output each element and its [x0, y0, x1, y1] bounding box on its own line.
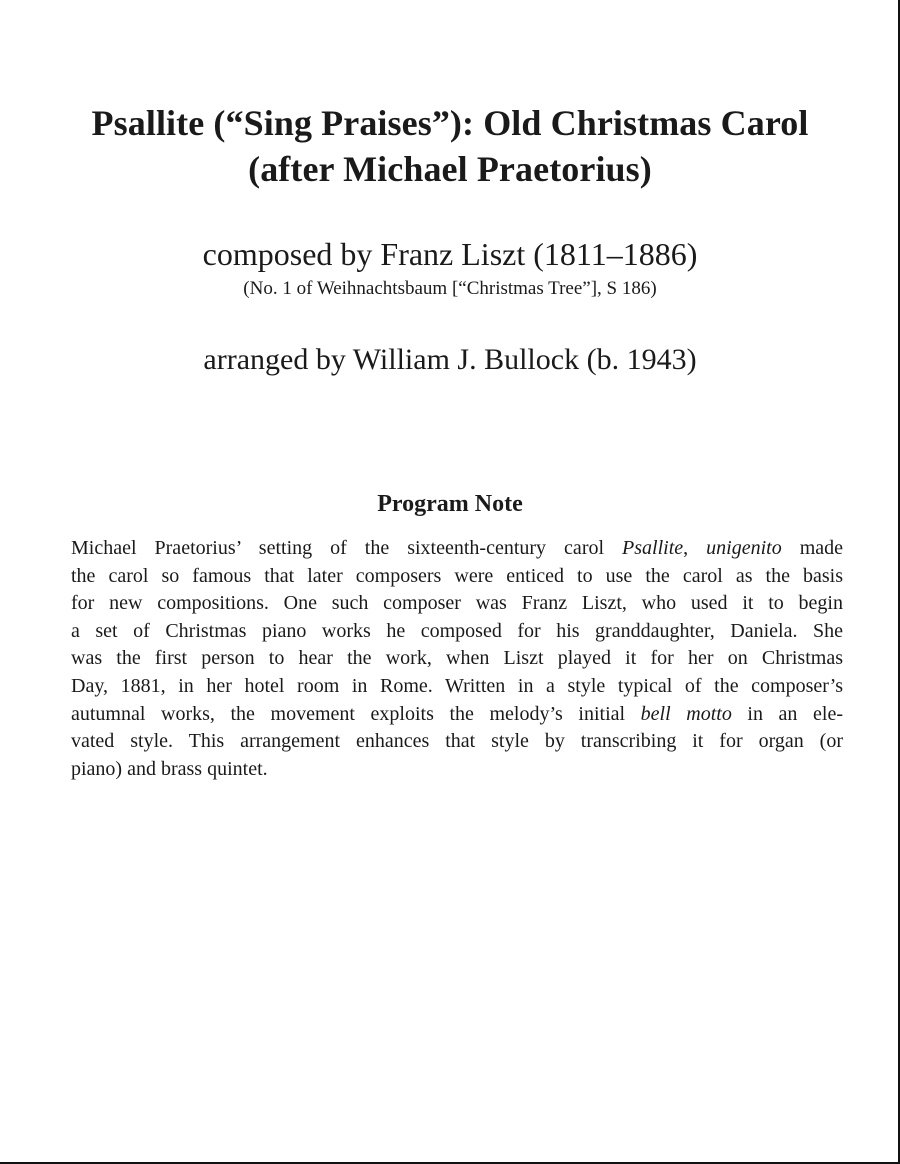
text-run: made — [781, 537, 843, 559]
text-run: piano) and brass quintet. — [71, 757, 268, 780]
program-note-line — [71, 535, 843, 563]
text-run: autumnal works, the movement exploits the melody’s initial — [71, 702, 641, 725]
program-note-body — [71, 535, 843, 783]
italic-text-run: unigenito — [706, 537, 782, 559]
italic-text-run: Psallite — [622, 537, 684, 559]
program-note-line — [71, 590, 843, 618]
program-note-heading: Program Note — [377, 491, 523, 517]
text-run: vated style. This arrangement enhances that style by transcribing it for organ (or — [71, 730, 843, 753]
italic-text-run: bell motto — [640, 702, 732, 725]
program-note-line — [71, 673, 843, 701]
arranger-credit: arranged by William J. Bullock (b. 1943) — [203, 343, 697, 376]
composer-credit: composed by Franz Liszt (1811–1886) — [202, 236, 698, 272]
program-note-line — [71, 756, 843, 784]
text-run: was the first person to hear the work, when Liszt played it for her on Christmas — [71, 647, 843, 670]
page-title — [0, 100, 900, 192]
text-run: Michael Praetorius’ setting of the sixteenth-century carol — [71, 537, 623, 559]
text-run: a set of Christmas piano works he composed for his granddaughter, Daniela. She — [71, 619, 843, 642]
program-note-line — [71, 645, 843, 673]
title-line-1: Psallite (“Sing Praises”): Old Christmas Carol — [91, 103, 809, 143]
text-run: for new compositions. One such composer was Franz Liszt, who used it to begin — [71, 592, 843, 615]
source-note: (No. 1 of Weihnachtsbaum [“Christmas Tree”], S 186) — [243, 278, 657, 299]
text-run: in an ele- — [731, 702, 843, 725]
text-run: the carol so famous that later composers were enticed to use the carol as the basis — [71, 564, 843, 587]
text-run: , — [683, 537, 707, 559]
program-note-line — [71, 618, 843, 646]
text-run: Day, 1881, in her hotel room in Rome. Written in a style typical of the composer’s — [71, 674, 843, 697]
program-note-line — [71, 701, 843, 729]
program-note-line — [71, 563, 843, 591]
program-note-line — [71, 728, 843, 756]
title-line-2: (after Michael Praetorius) — [248, 149, 652, 189]
